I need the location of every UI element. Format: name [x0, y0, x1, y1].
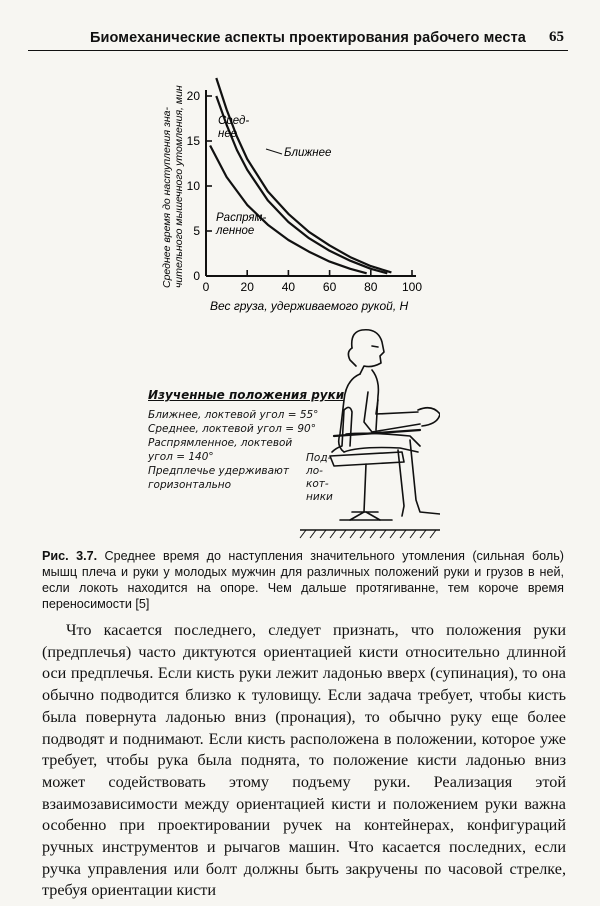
x-tick-label: 0: [202, 280, 210, 294]
figure-number: Рис. 3.7.: [42, 549, 98, 563]
armrest-label-line: Под-: [306, 452, 332, 464]
x-tick-label: 20: [240, 280, 254, 294]
legend-line: Распрямленное, локтевой: [148, 437, 293, 449]
label-middle: нее: [218, 128, 238, 140]
page-number: 65: [549, 29, 564, 45]
legend-line: угол = 140°: [148, 451, 214, 463]
y-axis-label-line: Среднее время до наступления зна-: [161, 107, 173, 288]
caption-text: Среднее время до наступления значительного утомления (сильная боль) мышц плеча и руки у молодых мужчин для различных положений руки и грузов в ней, если локоть находится на опоре. Чем дальше протягиванне, тем короче время переносимости [5]: [42, 549, 565, 611]
legend-line: горизонтально: [148, 479, 232, 491]
legend-line: Предплечье удерживают: [148, 465, 289, 477]
chart-series: [210, 78, 391, 273]
figure-caption: [42, 548, 564, 612]
armrest-label-line: кот-: [306, 478, 329, 490]
body-paragraph: Что касается последнего, следует признать, что положения руки (предплечья) часто диктуются ориентацией кисти относительно длинной оси предплечья. Если кисть руки лежит ладонью вверх (супинация), то она обычно подводится близко к туловищу. Если задача требует, чтобы кисть была повернута ладонью вниз (пронация), то обычно руку еще более подводят и поднимают. Если кисть расположена в положении, которое уже требует, чтобы рука была поднята, то положение кисти ладонью вниз может содействовать этому подъему руки. Реализация этой взаимозависимости между ориентацией кисти и положением руки важна особенно при проектировании ручек на контейнерах, конфигураций ручных инструментов и рычагов машин. Что касается последних, если ручка управления или болт должны быть закручены по часовой стрелке, требуя ориентации кисти: [42, 621, 566, 900]
label-middle: Сред-: [218, 115, 250, 127]
y-tick-label: 5: [193, 224, 200, 238]
y-axis-label: [161, 85, 185, 288]
armrest-label: [306, 452, 344, 504]
armrest-label-line: ники: [306, 491, 333, 503]
series-line: [216, 78, 391, 272]
y-tick-label: 10: [186, 179, 200, 193]
legend-heading: Изученные положения руки: [148, 388, 345, 402]
label-straight: Распрям-: [216, 212, 267, 224]
label-straight: ленное: [216, 225, 255, 237]
y-tick-label: 0: [193, 269, 200, 283]
legend-line: Среднее, локтевой угол = 90°: [148, 423, 316, 435]
legend-line: Ближнее, локтевой угол = 55°: [148, 409, 319, 421]
y-tick-label: 20: [186, 89, 200, 103]
x-tick-label: 80: [364, 280, 378, 294]
y-axis-label-line: чительного мышечного утомления, мин: [173, 85, 185, 288]
running-title: Биомеханические аспекты проектирования рабочего места: [90, 30, 526, 46]
x-tick-label: 40: [281, 280, 296, 294]
armrest-label-line: ло-: [306, 465, 323, 477]
y-tick-label: 15: [186, 134, 200, 148]
leader-closer: [266, 149, 282, 154]
x-axis-label: Вес груза, удерживаемого рукой, Н: [210, 299, 409, 313]
label-closer: Ближнее: [284, 147, 332, 159]
fatigue-time-chart: [150, 58, 430, 320]
x-tick-label: 60: [322, 280, 337, 294]
chart-annotations: [215, 115, 331, 237]
x-tick-label: 100: [401, 280, 423, 294]
running-header: [28, 28, 568, 51]
